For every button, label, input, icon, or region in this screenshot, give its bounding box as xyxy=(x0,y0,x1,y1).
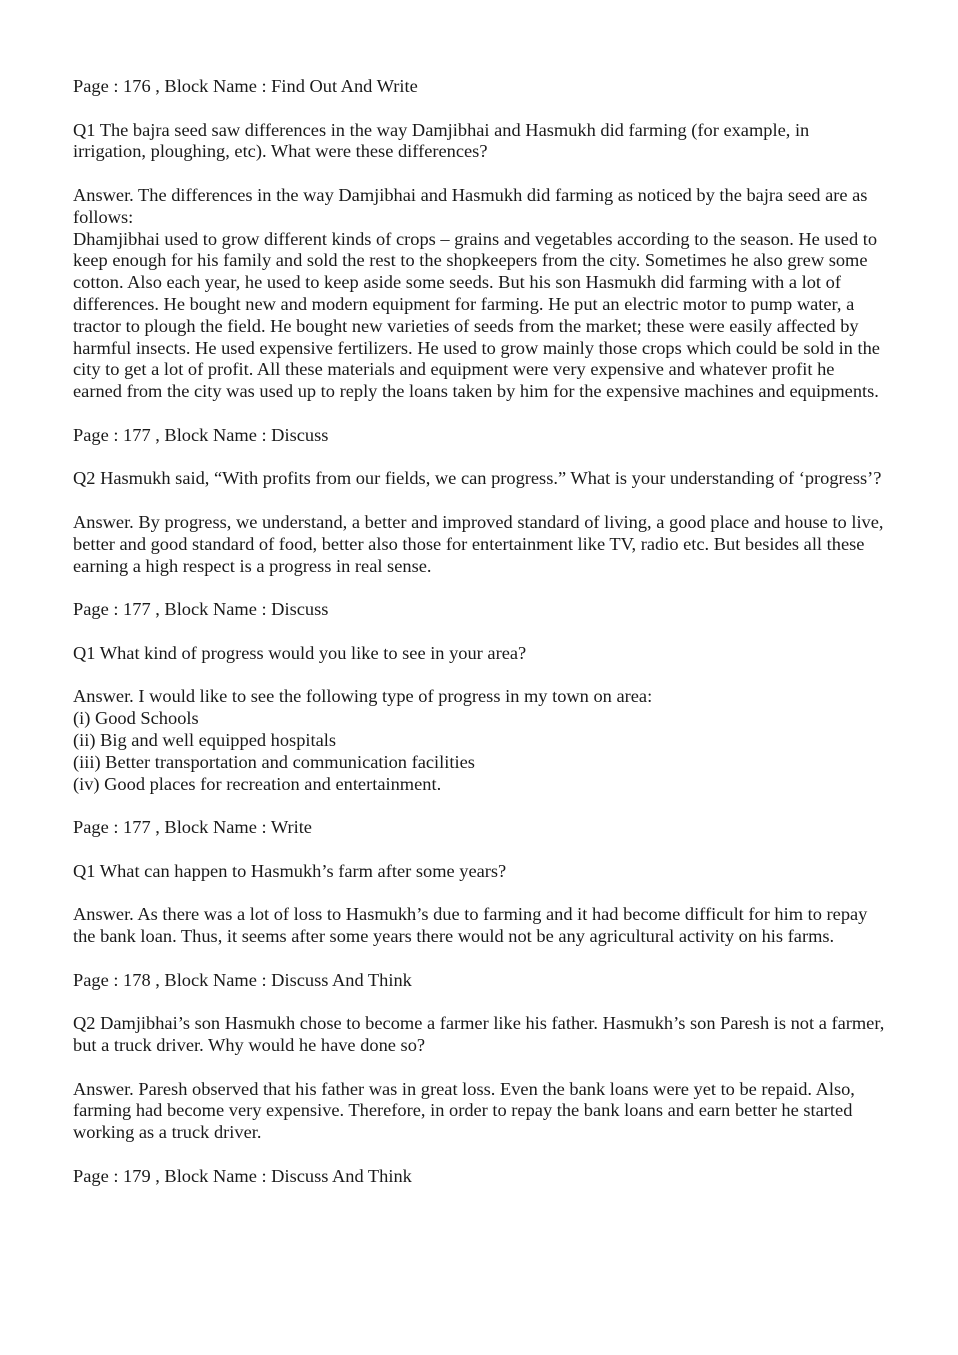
question-text: Q1 The bajra seed saw differences in the way Damjibhai and Hasmukh did farming (for example, in irrigation, ploughing, etc). What were these differences? xyxy=(73,119,810,162)
block-heading: Page : 179 , Block Name : Discuss And Think xyxy=(73,1165,412,1186)
block-heading: Page : 176 , Block Name : Find Out And Write xyxy=(73,76,418,96)
answer-text xyxy=(73,904,885,948)
answer-text xyxy=(73,1079,885,1144)
answer-text xyxy=(73,185,885,403)
answer-line: Answer. By progress, we understand, a better and improved standard of living, a good place and house to live, better and good standard of food, better also those for entertainment like TV, radio etc. But besides all these earning a high respect is a progress in real sense. xyxy=(73,511,884,576)
answer-line: Answer. I would like to see the following type of progress in my town on area: xyxy=(73,686,653,707)
block-heading: Page : 177 , Block Name : Discuss xyxy=(73,424,329,445)
answer-text xyxy=(73,512,885,577)
document-page xyxy=(73,76,885,1209)
question-text: Q1 What kind of progress would you like to see in your area? xyxy=(73,642,527,663)
question-text: Q2 Hasmukh said, “With profits from our fields, we can progress.” What is your understanding of ‘progress’? xyxy=(73,468,882,489)
block-heading: Page : 177 , Block Name : Discuss xyxy=(73,599,329,620)
answer-line: Dhamjibhai used to grow different kinds of crops – grains and vegetables according to the season. He used to keep enough for his family and sold the rest to the shopkeepers from the city. Sometimes he also grew some cotton. Also each year, he used to keep aside some seeds. But his son Hasmukh did farming with a lot of differences. He bought new and modern equipment for farming. He put an electric motor to pump water, a tractor to plough the field. He bought new varieties of seeds from the market; these were easily affected by harmful insects. He used expensive fertilizers. He used to grow mainly those crops which could be sold in the city to get a lot of profit. All these materials and equipment were very expensive and whatever profit he earned from the city was used up to reply the loans taken by him for the expensive machines and equipments. xyxy=(73,228,880,402)
answer-list-item: (iii) Better transportation and communication facilities xyxy=(73,751,475,772)
question-text: Q2 Damjibhai’s son Hasmukh chose to become a farmer like his father. Hasmukh’s son Paresh is not a farmer, but a truck driver. Why would he have done so? xyxy=(73,1013,885,1056)
answer-list-item: (ii) Big and well equipped hospitals xyxy=(73,729,337,750)
block-heading: Page : 178 , Block Name : Discuss And Think xyxy=(73,969,412,990)
question-text: Q1 What can happen to Hasmukh’s farm after some years? xyxy=(73,860,507,881)
answer-line: Answer. The differences in the way Damjibhai and Hasmukh did farming as noticed by the bajra seed are as follows: xyxy=(73,184,868,227)
answer-list-item: (i) Good Schools xyxy=(73,708,199,729)
answer-line: Answer. As there was a lot of loss to Hasmukh’s due to farming and it had become difficult for him to repay the bank loan. Thus, it seems after some years there would not be any agricultural activity on his farms. xyxy=(73,904,868,947)
block-heading: Page : 177 , Block Name : Write xyxy=(73,817,312,838)
answer-line: Answer. Paresh observed that his father was in great loss. Even the bank loans were yet to be repaid. Also, farming had become very expensive. Therefore, in order to repay the bank loans and earn better he started working as a truck driver. xyxy=(73,1078,855,1143)
answer-list-item: (iv) Good places for recreation and entertainment. xyxy=(73,773,442,794)
answer-text xyxy=(73,686,885,795)
